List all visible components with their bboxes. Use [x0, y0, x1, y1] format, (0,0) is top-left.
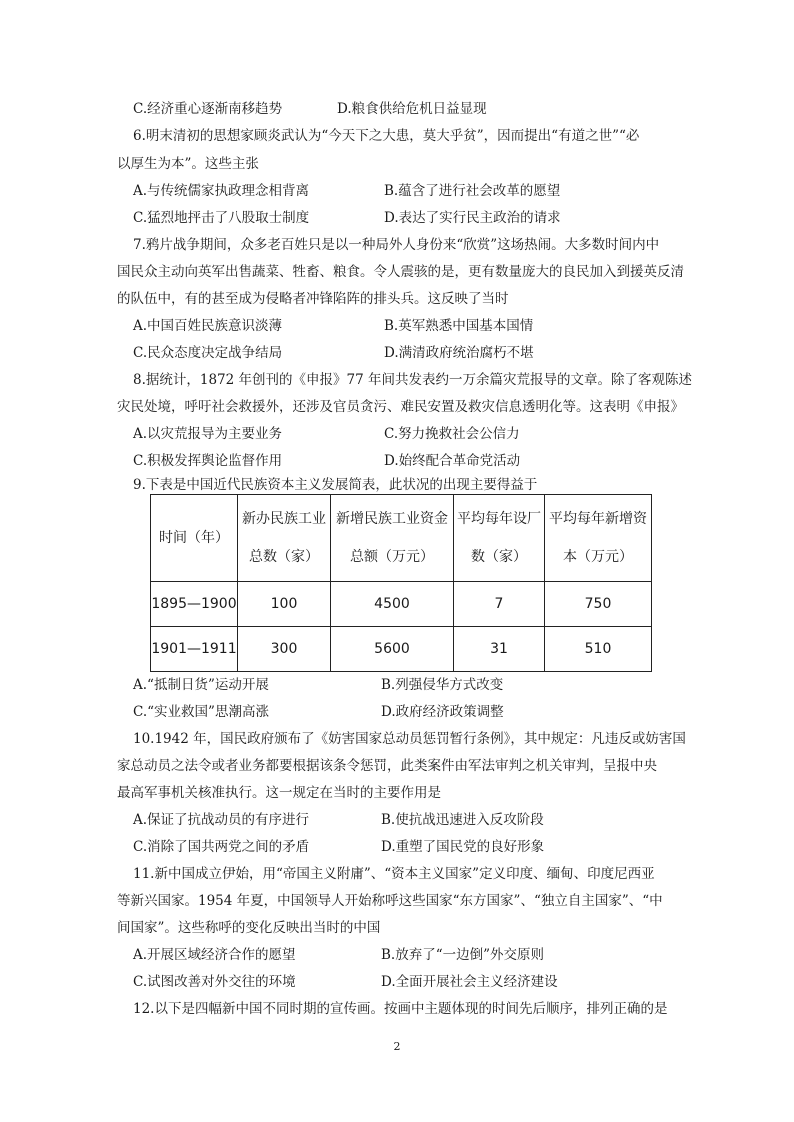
q10-stem-line-3: 最高军事机关核准执行。这一规定在当时的主要作用是	[117, 785, 441, 801]
table-cell: 1895—1900	[151, 582, 238, 627]
q11-option-d: D.全面开展社会主义经济建设	[381, 974, 558, 990]
q6-stem-line-1: 6.明末清初的思想家顾炎武认为“今天下之大患，莫大乎贫”，因而提出“有道之世”“必	[133, 128, 640, 144]
q9-option-a: A.“抵制日货”运动开展	[133, 677, 269, 693]
q5-option-d: D.粮食供给危机日益显现	[337, 101, 487, 117]
q7-stem-line-1: 7.鸦片战争期间，众多老百姓只是以一种局外人身份来“欣赏”这场热闹。大多数时间内中	[133, 237, 660, 253]
table-cell: 510	[545, 627, 652, 672]
q6-option-d: D.表达了实行民主政治的请求	[384, 210, 561, 226]
q11-stem-line-3: 间国家”。这些称呼的变化反映出当时的中国	[117, 920, 381, 936]
header-time: 时间（年）	[151, 495, 238, 582]
q6-option-a: A.与传统儒家执政理念相背离	[133, 183, 310, 199]
table-header-row	[151, 495, 652, 582]
q11-option-a: A.开展区域经济合作的愿望	[133, 947, 296, 963]
q6-stem-line-2: 以厚生为本”。这些主张	[117, 156, 259, 172]
q8-stem-line-2: 灾民处境，呼吁社会救援外，还涉及官员贪污、难民安置及救灾信息透明化等。这表明《申报》	[117, 399, 684, 415]
q7-option-c: C.民众态度决定战争结局	[133, 345, 283, 361]
table-cell: 7	[454, 582, 545, 627]
q9-option-c: C.“实业救国”思潮高涨	[133, 704, 269, 720]
table-row	[151, 627, 652, 672]
q8-option-c: C.积极发挥舆论监督作用	[133, 453, 283, 469]
table-row	[151, 582, 652, 627]
table-cell: 4500	[331, 582, 454, 627]
header-new-capital: 新增民族工业资金 总额（万元）	[331, 495, 454, 582]
q7-option-b: B.英军熟悉中国基本国情	[384, 318, 534, 334]
q9-option-d: D.政府经济政策调整	[381, 704, 504, 720]
q10-option-a: A.保证了抗战动员的有序进行	[133, 812, 310, 828]
q8-option-d: D.始终配合革命党活动	[384, 453, 521, 469]
industry-table	[150, 494, 652, 672]
header-avg-factories: 平均每年设厂 数（家）	[454, 495, 545, 582]
q10-stem-line-1: 10.1942 年，国民政府颁布了《妨害国家总动员惩罚暂行条例》，其中规定：凡违反或妨害国	[133, 731, 686, 747]
table-cell: 31	[454, 627, 545, 672]
header-new-enterprises: 新办民族工业 总数（家）	[238, 495, 331, 582]
table-cell: 100	[238, 582, 331, 627]
q11-stem-line-2: 等新兴国家。1954 年夏，中国领导人开始称呼这些国家“东方国家”、“独立自主国家”、“中	[117, 893, 663, 909]
q8-option-a: A.以灾荒报导为主要业务	[133, 426, 283, 442]
q11-option-c: C.试图改善对外交往的环境	[133, 974, 296, 990]
q8-option-b: C.努力挽救社会公信力	[384, 426, 520, 442]
q10-option-d: D.重塑了国民党的良好形象	[381, 839, 545, 855]
table-cell: 300	[238, 627, 331, 672]
q7-option-a: A.中国百姓民族意识淡薄	[133, 318, 283, 334]
q7-option-d: D.满清政府统治腐朽不堪	[384, 345, 534, 361]
header-avg-capital: 平均每年新增资 本（万元）	[545, 495, 652, 582]
q10-option-c: C.消除了国共两党之间的矛盾	[133, 839, 310, 855]
page-number: 2	[393, 1040, 401, 1053]
q10-stem-line-2: 家总动员之法令或者业务都要根据该条令惩罚，此类案件由军法审判之机关审判，呈报中央	[117, 758, 657, 774]
table-cell: 5600	[331, 627, 454, 672]
q12-stem-line-1: 12.以下是四幅新中国不同时期的宣传画。按画中主题体现的时间先后顺序，排列正确的是	[133, 1001, 668, 1017]
q11-stem-line-1: 11.新中国成立伊始，用“帝国主义附庸”、“资本主义国家”定义印度、缅甸、印度尼西亚	[133, 866, 655, 882]
table-cell: 750	[545, 582, 652, 627]
q5-option-c: C.经济重心逐渐南移趋势	[133, 101, 283, 117]
q6-option-b: B.蕴含了进行社会改革的愿望	[384, 183, 561, 199]
q8-stem-line-1: 8.据统计，1872 年创刊的《申报》77 年间共发表约一万余篇灾荒报导的文章。除了客观陈述	[133, 372, 692, 388]
q7-stem-line-3: 的队伍中，有的甚至成为侵略者冲锋陷阵的排头兵。这反映了当时	[117, 291, 509, 307]
q10-option-b: B.使抗战迅速进入反攻阶段	[381, 812, 544, 828]
q9-stem-line-1: 9.下表是中国近代民族资本主义发展简表，此状况的出现主要得益于	[133, 477, 538, 493]
q11-option-b: B.放弃了“一边倒”外交原则	[381, 947, 545, 963]
q9-option-b: B.列强侵华方式改变	[381, 677, 504, 693]
q7-stem-line-2: 国民众主动向英军出售蔬菜、牲畜、粮食。令人震骇的是，更有数量庞大的良民加入到援英反清	[117, 264, 684, 280]
q6-option-c: C.猛烈地抨击了八股取士制度	[133, 210, 310, 226]
table-cell: 1901—1911	[151, 627, 238, 672]
